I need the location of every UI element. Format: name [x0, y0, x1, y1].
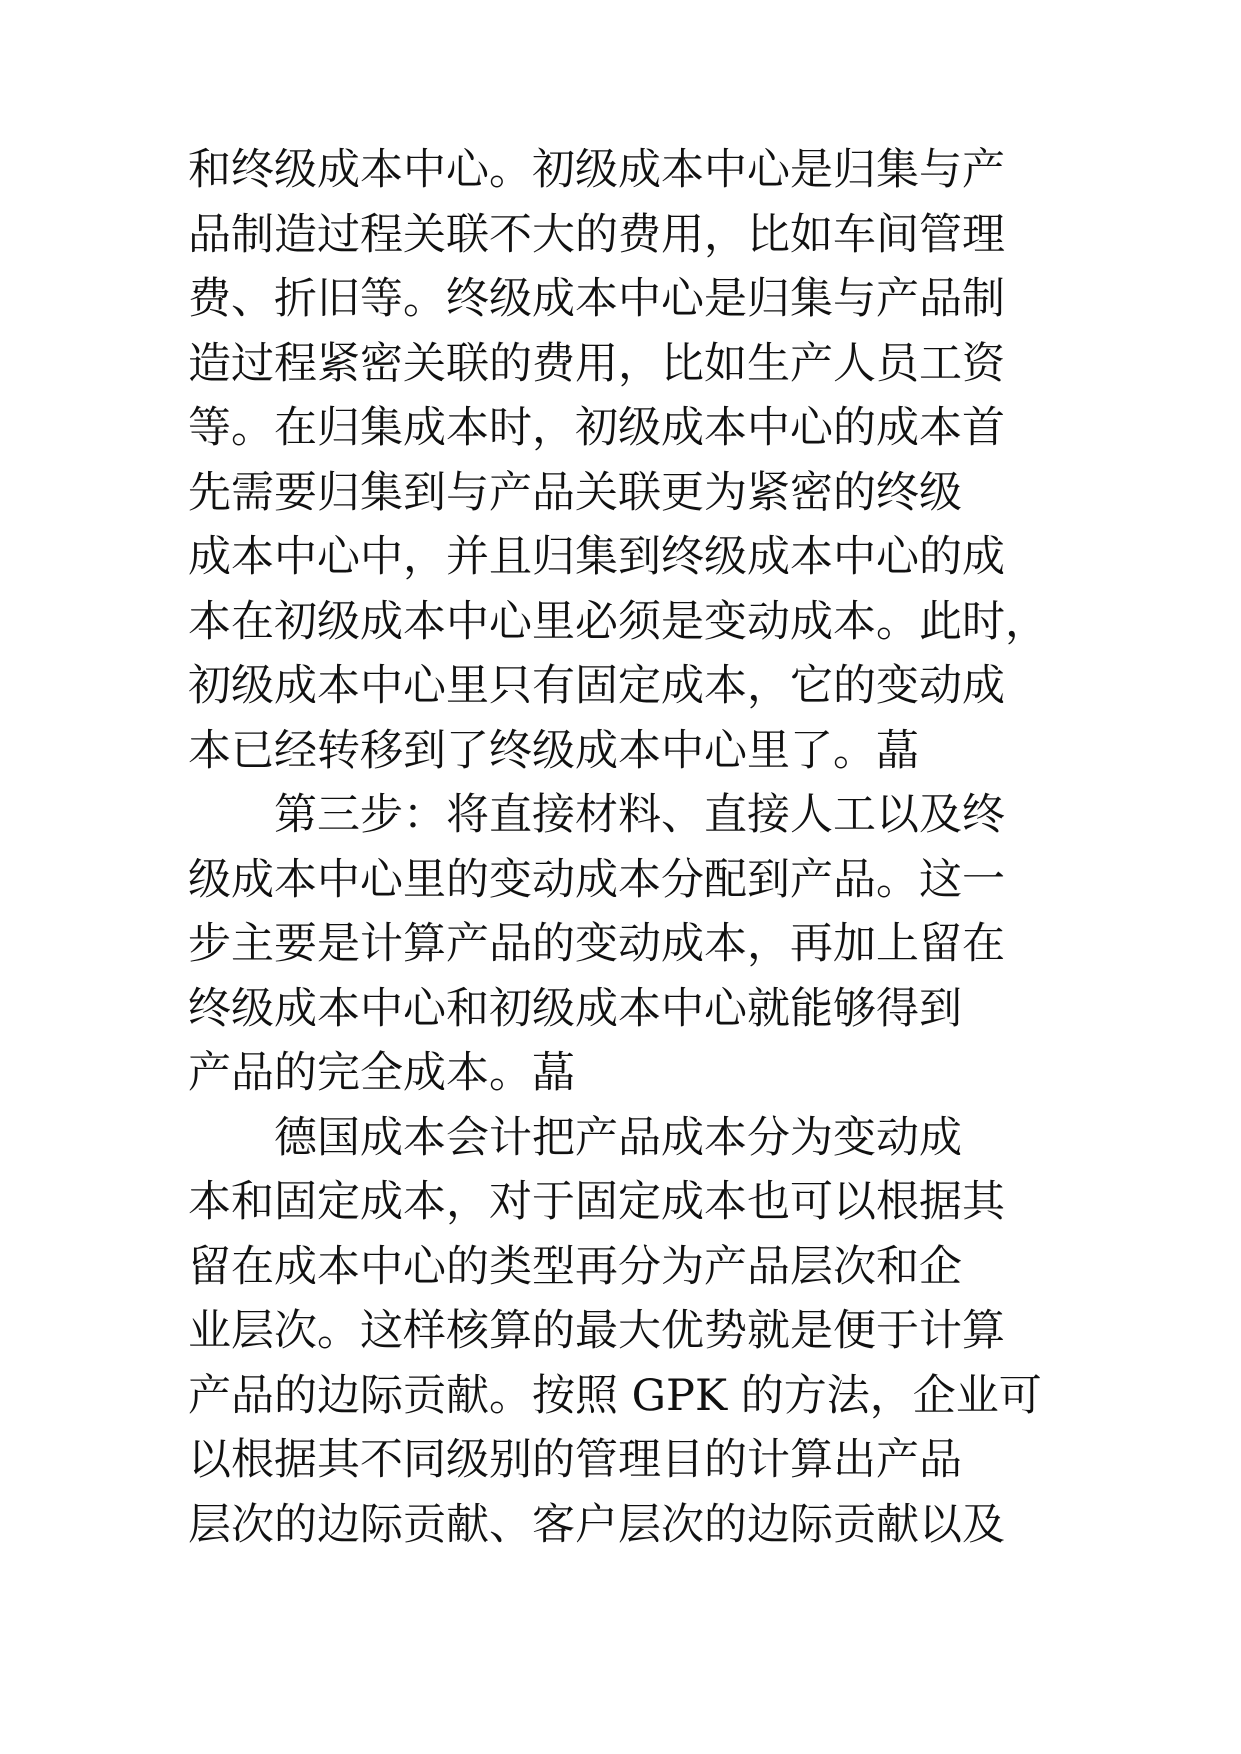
text-line: 造过程紧密关联的费用，比如生产人员工资 — [188, 338, 1005, 389]
text-line: 品制造过程关联不大的费用，比如车间管理 — [188, 209, 1005, 260]
text-line: 步主要是计算产品的变动成本，再加上留在 — [188, 919, 1005, 969]
body-text — [188, 138, 1068, 1557]
paragraph-first-line: 第三步：将直接材料、直接人工以及终 — [274, 790, 1005, 840]
text-line: 产品的边际贡献。按照 GPK 的方法，企业可 — [188, 1370, 1042, 1421]
text-line: 先需要归集到与产品关联更为紧密的终级 — [188, 467, 962, 518]
text-line: 初级成本中心里只有固定成本，它的变动成 — [188, 661, 1005, 711]
text-line: 以根据其不同级别的管理目的计算出产品 — [188, 1435, 962, 1485]
text-line: 成本中心中，并且归集到终级成本中心的成 — [188, 532, 1005, 582]
text-line: 产品的完全成本。蕌 — [188, 1048, 575, 1098]
text-line: 费、折旧等。终级成本中心是归集与产品制 — [188, 274, 1005, 324]
text-line: 级成本中心里的变动成本分配到产品。这一 — [188, 854, 1005, 905]
text-line: 留在成本中心的类型再分为产品层次和企 — [188, 1241, 962, 1292]
paragraph-first-line: 德国成本会计把产品成本分为变动成 — [274, 1112, 962, 1163]
text-line: 和终级成本中心。初级成本中心是归集与产 — [188, 145, 1005, 195]
text-line: 终级成本中心和初级成本中心就能够得到 — [188, 983, 962, 1034]
text-line: 本和固定成本，对于固定成本也可以根据其 — [188, 1177, 1005, 1227]
text-line: 等。在归集成本时，初级成本中心的成本首 — [188, 403, 1005, 453]
text-line: 本在初级成本中心里必须是变动成本。此时， — [188, 596, 1048, 647]
text-line: 本已经转移到了终级成本中心里了。蕌 — [188, 725, 919, 776]
text-line: 业层次。这样核算的最大优势就是便于计算 — [188, 1306, 1005, 1356]
text-line: 层次的边际贡献、客户层次的边际贡献以及 — [188, 1499, 1005, 1550]
